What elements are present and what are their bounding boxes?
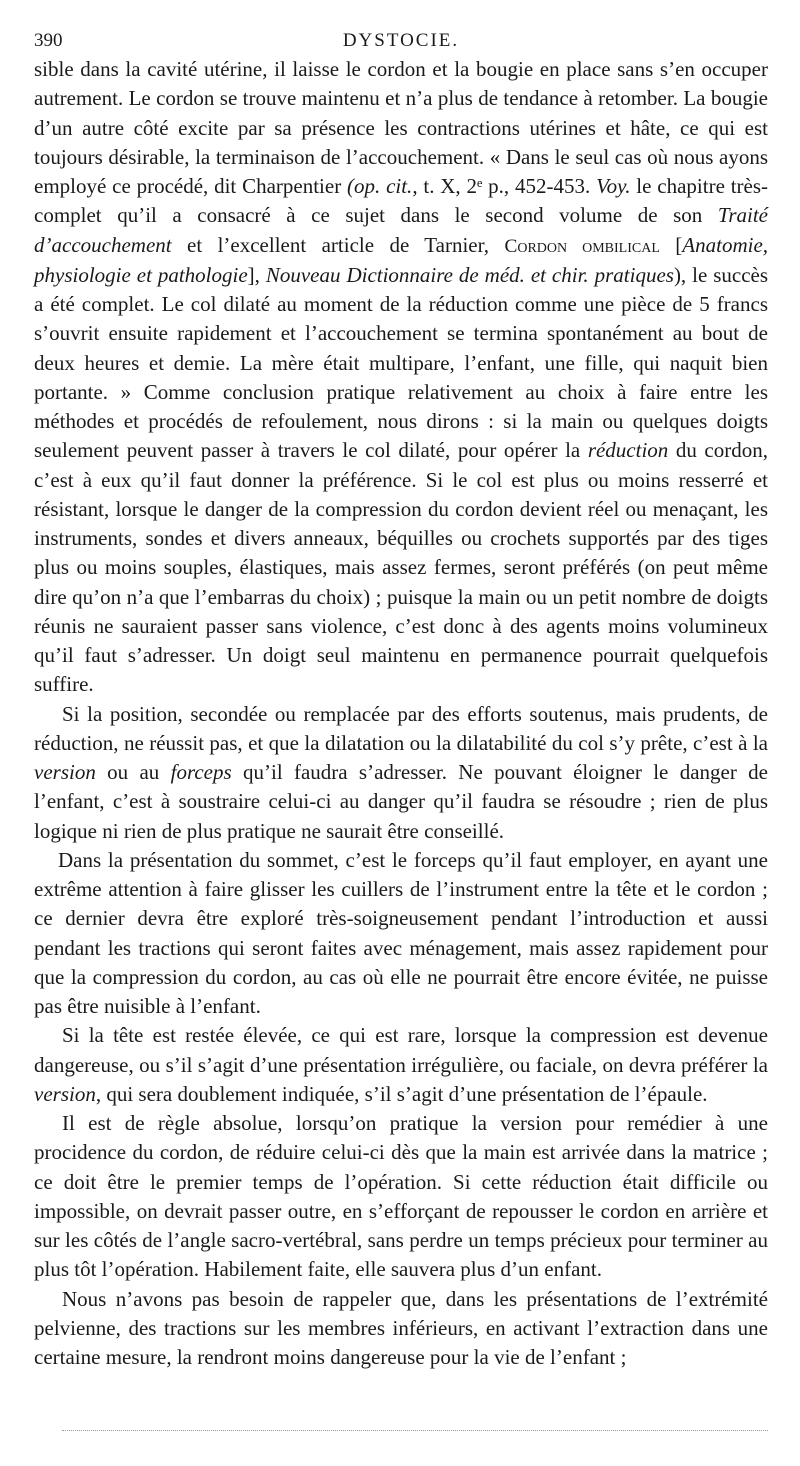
- body-text: [34, 55, 768, 1372]
- small-caps-run: Cordon ombilical: [504, 235, 660, 257]
- italic-run: Traité d’accouchement: [34, 203, 768, 257]
- italic-run: réduction: [587, 438, 669, 463]
- text-run: qu’il faudra s’adresser. Ne pouvant éloigner le danger de l’enfant, c’est à soustraire celui-ci au danger qu’il faudra se résoudre ; rien de plus logique ni rien de plus pratique ne saurait être conseillé.: [34, 760, 768, 843]
- text-run: [: [659, 232, 683, 257]
- text-run: Dans la présentation du sommet, c’est le forceps qu’il faut employer, en ayant une extrême attention à faire glisser les cuillers de l’instrument entre la tête et le cordon ; ce dernier devra être exploré très-soigneusement pendant l’introduction et aussi pendant les tractions qui seront faites avec ménagement, mais assez rapidement pour que la compression du cordon, au cas où elle ne pourrait être encore évitée, ne puisse pas être nuisible à l’enfant.: [34, 847, 768, 1018]
- paragraph-vertex-presentation: [34, 846, 768, 1022]
- text-run: Si la position, secondée ou remplacée par des efforts soutenus, mais prudents, de réduction, ne réussit pas, et que la dilatation ou la dilatabilité du col s’y prête, c’est à la: [34, 701, 768, 755]
- paragraph-high-head: [34, 1021, 768, 1109]
- text-run: Il est de règle absolue, lorsqu’on pratique la version pour remédier à une procidence du cordon, de réduire celui-ci dès que la main est arrivée dans la matrice ; ce doit être le premier temps de l’opération. Si cette réduction était difficile ou impossible, on devrait passer outre, en s’efforçant de repousser le cordon en arrière et sur les côtés de l’angle sacro-vertébral, sans perdre un temps précieux pour terminer au plus tôt l’opération. Habilement faite, elle sauvera plus d’un enfant.: [34, 1111, 768, 1282]
- italic-run: (op. cit.: [347, 174, 413, 198]
- italic-run: Voy.: [596, 174, 631, 198]
- text-run: ), le succès a été complet. Le col dilaté au moment de la réduction comme une pièce de 5 francs s’ouvrit ensuite rapidement et l’accouchement se termina spontanément au bout de deux heures et demie. La mère était multipare, l’enfant, une fille, qui naquit bien portante. » Comme conclusion pratique relativement au choix à faire entre les méthodes et procédés de refoulement, nous dirons : si la main ou quelques doigts seulement peuvent passer à travers le col dilaté, pour opérer la: [34, 262, 769, 463]
- italic-run: Anatomie, physiologie et pathologie: [34, 232, 769, 287]
- text-run: du cordon, c’est à eux qu’il faut donner la préférence. Si le col est plus ou moins resserré et résistant, lorsque le danger de la compression du cordon devient réel ou menaçant, les instruments, sondes et divers anneaux, béquilles ou crochets supportés par des tiges plus ou moins souples, élastiques, mais assez fermes, seront préférés (on peut même dire qu’on n’a que l’embarras du choix) ; puisque la main ou un petit nombre de doigts réunis ne sauraient passer sans violence, c’est donc à des agents moins volumineux qu’il faut s’adresser. Un doigt seul maintenu en permanence pourrait quelquefois suffire.: [34, 438, 769, 697]
- italic-run: version: [34, 1081, 96, 1106]
- text-run: Si la tête est restée élevée, ce qui est rare, lorsque la compression est devenue dangereuse, ou s’il s’agit d’une présentation irrégulière, ou faciale, on devra préférer la: [34, 1023, 768, 1077]
- footer-dotted-rule: [62, 1430, 768, 1431]
- italic-run: Nouveau Dictionnaire de méd. et chir. pratiques: [265, 262, 674, 287]
- paragraph-version-rule: [34, 1109, 768, 1285]
- page-header: [34, 30, 768, 54]
- text-run: ou au: [95, 760, 171, 784]
- paragraph-breech: [34, 1285, 768, 1373]
- italic-run: version: [34, 760, 96, 784]
- paragraph-continued: [34, 55, 768, 700]
- paragraph-reduction-failure: [34, 700, 768, 846]
- text-run: , qui sera doublement indiquée, s’il s’agit d’une présentation de l’épaule.: [95, 1081, 708, 1106]
- italic-run: forceps: [170, 760, 232, 784]
- page-number: 390: [34, 30, 63, 51]
- text-run: et l’excellent article de Tarnier,: [171, 232, 505, 257]
- text-run: le chapitre très-complet qu’il a consacré à ce sujet dans le second volume de son: [34, 174, 769, 228]
- text-run: ],: [247, 262, 266, 287]
- text-run: sible dans la cavité utérine, il laisse le cordon et la bougie en place sans s’en occuper autrement. Le cordon se trouve maintenu et n’a plus de tendance à retomber. La bougie d’un autre côté excite par sa présence les contractions utérines et hâte, ce qui est toujours désirable, la terminaison de l’accouchement. « Dans le seul cas où nous ayons employé ce procédé, dit Charpentier: [34, 57, 768, 198]
- running-title: DYSTOCIE.: [342, 30, 460, 51]
- text-run: , t. X, 2ᵉ p., 452-453.: [412, 174, 597, 198]
- text-run: Nous n’avons pas besoin de rappeler que, dans les présentations de l’extrémité pelvienne, des tractions sur les membres inférieurs, en activant l’extraction dans une certaine mesure, la rendront moins dangereuse pour la vie de l’enfant ;: [34, 1286, 768, 1369]
